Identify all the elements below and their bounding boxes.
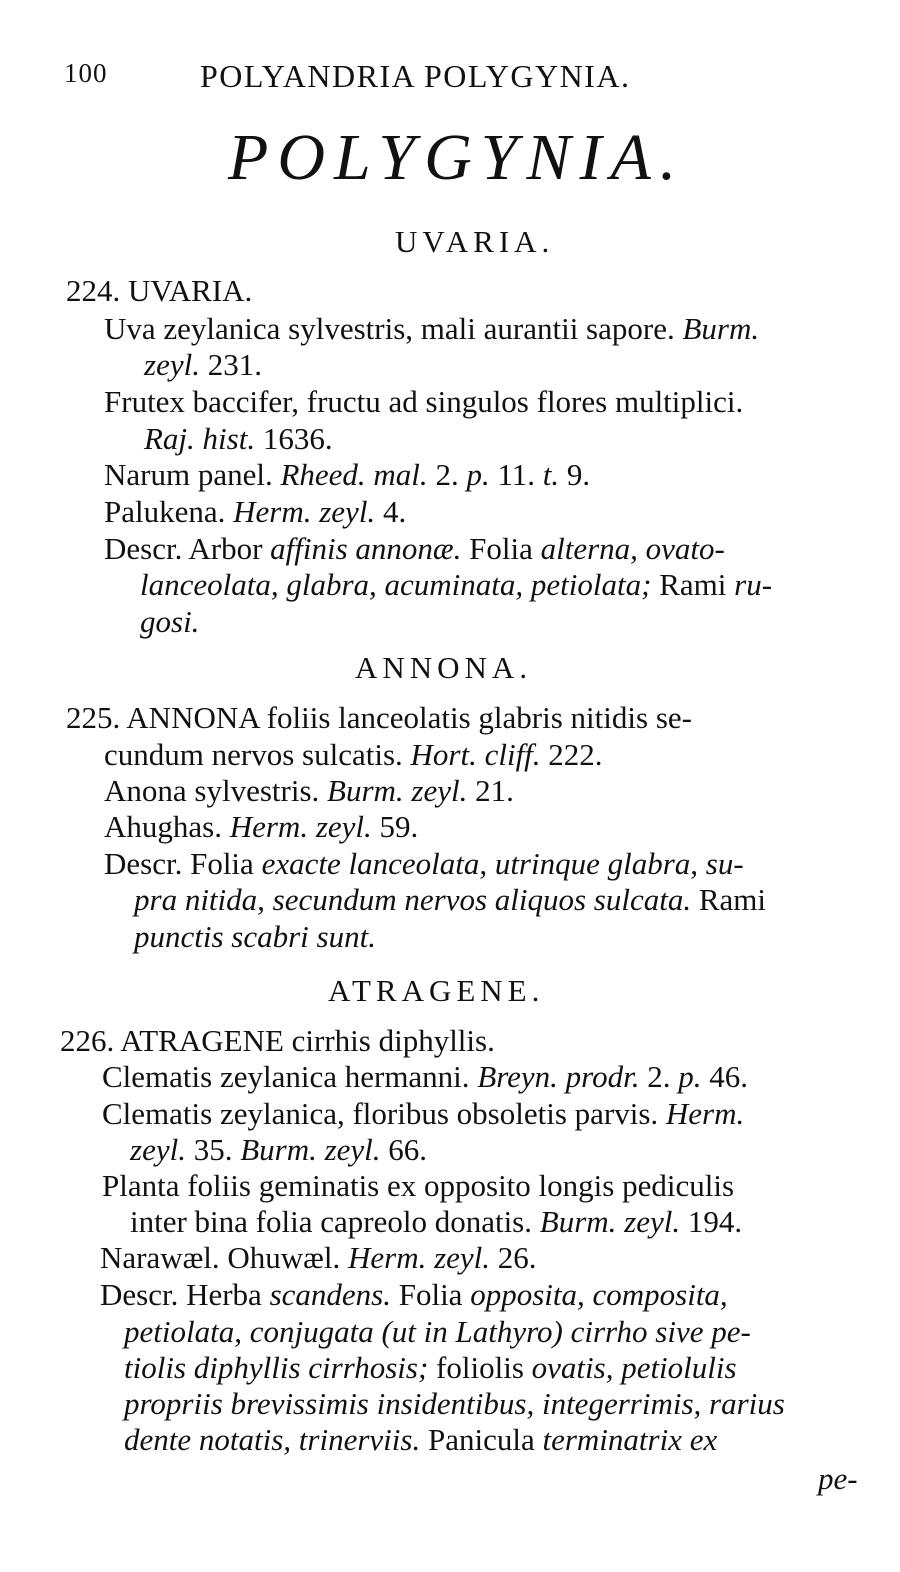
italic-run: lanceolata, glabra, acuminata, petiolata; <box>140 567 652 602</box>
roman-run: Descr. Folia <box>104 846 262 881</box>
roman-run: 2. <box>639 1059 679 1094</box>
text-line <box>102 1061 748 1092</box>
roman-run: Anona sylvestris. <box>104 773 328 808</box>
italic-run: opposita, composita, <box>470 1277 728 1312</box>
italic-run: punctis scabri sunt. <box>134 919 376 954</box>
italic-run: Hort. cliff. <box>410 737 541 772</box>
text-line <box>130 1134 427 1165</box>
italic-run: Herm. zeyl. <box>229 809 372 844</box>
text-line <box>104 739 603 770</box>
roman-run: Descr. Arbor <box>104 531 271 566</box>
order-heading: POLYGYNIA. <box>228 121 686 194</box>
text-line <box>104 848 744 879</box>
roman-run: 66. <box>380 1132 428 1167</box>
roman-run: inter bina folia capreolo donatis. <box>130 1204 540 1239</box>
italic-run: Rheed. mal. <box>280 457 428 492</box>
roman-run: 226. ATRAGENE cirrhis diphyllis. <box>60 1023 495 1058</box>
roman-run: foliolis <box>428 1350 532 1385</box>
italic-run: affinis annonæ. <box>270 531 462 566</box>
roman-run: cundum nervos sulcatis. <box>104 737 411 772</box>
text-line <box>104 459 590 490</box>
italic-run: Herm. zeyl. <box>347 1240 491 1275</box>
text-line <box>140 606 199 637</box>
section-heading: ATRAGENE. <box>328 973 545 1008</box>
italic-run: Herm. zeyl. <box>233 494 376 529</box>
italic-run: Burm. zeyl. <box>327 773 468 808</box>
italic-run: Burm. zeyl. <box>539 1204 681 1239</box>
text-line <box>134 884 766 915</box>
roman-run: Planta foliis geminatis ex opposito longis pediculis <box>102 1168 735 1203</box>
roman-run: 231. <box>199 347 262 382</box>
italic-run: zeyl. <box>144 347 200 382</box>
roman-run: Narawæl. Ohuwæl. <box>100 1240 348 1275</box>
roman-run: 225. ANNONA foliis lanceolatis glabris nitidis se- <box>66 700 692 735</box>
text-line <box>66 702 692 733</box>
italic-run: exacte lanceolata, utrinque glabra, su- <box>261 846 744 881</box>
roman-run: Palukena. <box>104 494 234 529</box>
text-line <box>134 921 376 952</box>
text-line <box>104 313 759 344</box>
italic-run: Burm. <box>682 311 760 346</box>
roman-run: 4. <box>375 494 407 529</box>
roman-run: 59. <box>371 809 419 844</box>
roman-run: Rami <box>651 567 735 602</box>
roman-run: Narum panel. <box>104 457 281 492</box>
italic-run: pe- <box>818 1461 858 1496</box>
roman-run: 9. <box>559 457 591 492</box>
roman-run: Folia <box>461 531 541 566</box>
italic-run: ovatis, petiolulis <box>531 1350 737 1385</box>
text-line <box>104 496 406 527</box>
text-line <box>130 1206 742 1237</box>
text-line <box>100 1242 537 1273</box>
roman-run: Frutex baccifer, fructu ad singulos flores multiplici. <box>104 384 744 419</box>
roman-run: Ahughas. <box>104 809 230 844</box>
text-line <box>102 1170 734 1201</box>
text-line <box>124 1316 751 1347</box>
text-line <box>100 1279 728 1310</box>
italic-run: Raj. hist. <box>144 421 256 456</box>
italic-run: p. <box>678 1059 702 1094</box>
italic-run: p. <box>466 457 490 492</box>
italic-run: Burm. zeyl. <box>240 1132 381 1167</box>
text-line <box>140 569 772 600</box>
text-line <box>104 533 725 564</box>
roman-run: Uva zeylanica sylvestris, mali aurantii sapore. <box>104 311 683 346</box>
running-head: POLYANDRIA POLYGYNIA. <box>200 58 631 94</box>
roman-run: Descr. Herba <box>100 1277 270 1312</box>
roman-run: 26. <box>490 1240 537 1275</box>
roman-run: Clematis zeylanica hermanni. <box>102 1059 478 1094</box>
text-line <box>144 349 262 380</box>
roman-run: 222. <box>540 737 603 772</box>
text-line <box>104 775 514 806</box>
roman-run: 35. <box>185 1132 241 1167</box>
roman-run: 2. <box>427 457 467 492</box>
italic-run: Herm. <box>665 1096 745 1131</box>
roman-run: Panicula <box>420 1422 543 1457</box>
text-line <box>124 1352 737 1383</box>
roman-run: Rami <box>691 882 767 917</box>
text-line <box>124 1388 785 1419</box>
italic-run: alterna, ovato- <box>540 531 725 566</box>
page-number: 100 <box>64 58 108 88</box>
text-line <box>104 811 418 842</box>
text-line <box>818 1463 858 1494</box>
roman-run: 46. <box>701 1059 748 1094</box>
italic-run: pra nitida, secundum nervos aliquos sulcata. <box>134 882 692 917</box>
text-line <box>124 1424 717 1455</box>
italic-run: zeyl. <box>130 1132 186 1167</box>
italic-run: tiolis diphyllis cirrhosis; <box>124 1350 429 1385</box>
section-heading: UVARIA. <box>395 224 555 259</box>
roman-run: Clematis zeylanica, floribus obsoletis parvis. <box>102 1096 666 1131</box>
italic-run: ru- <box>734 567 773 602</box>
text-line <box>144 423 333 454</box>
text-line <box>60 1025 495 1056</box>
italic-run: Breyn. prodr. <box>477 1059 640 1094</box>
italic-run: dente notatis, trinerviis. <box>124 1422 421 1457</box>
text-line <box>66 275 252 306</box>
italic-run: terminatrix ex <box>542 1422 718 1457</box>
roman-run: Folia <box>390 1277 471 1312</box>
roman-run: 1636. <box>255 421 333 456</box>
italic-run: t. <box>542 457 560 492</box>
italic-run: gosi. <box>140 604 200 639</box>
italic-run: petiolata, conjugata (ut in Lathyro) cirrho sive pe- <box>124 1314 751 1349</box>
section-heading: ANNONA. <box>355 650 533 685</box>
roman-run: 194. <box>680 1204 743 1239</box>
roman-run: 11. <box>489 457 543 492</box>
roman-run: 21. <box>467 773 514 808</box>
italic-run: scandens. <box>269 1277 391 1312</box>
italic-run: propriis brevissimis insidentibus, integerrimis, rarius <box>124 1386 785 1421</box>
roman-run: 224. UVARIA. <box>66 273 253 308</box>
text-line <box>104 386 743 417</box>
text-line <box>102 1098 744 1129</box>
